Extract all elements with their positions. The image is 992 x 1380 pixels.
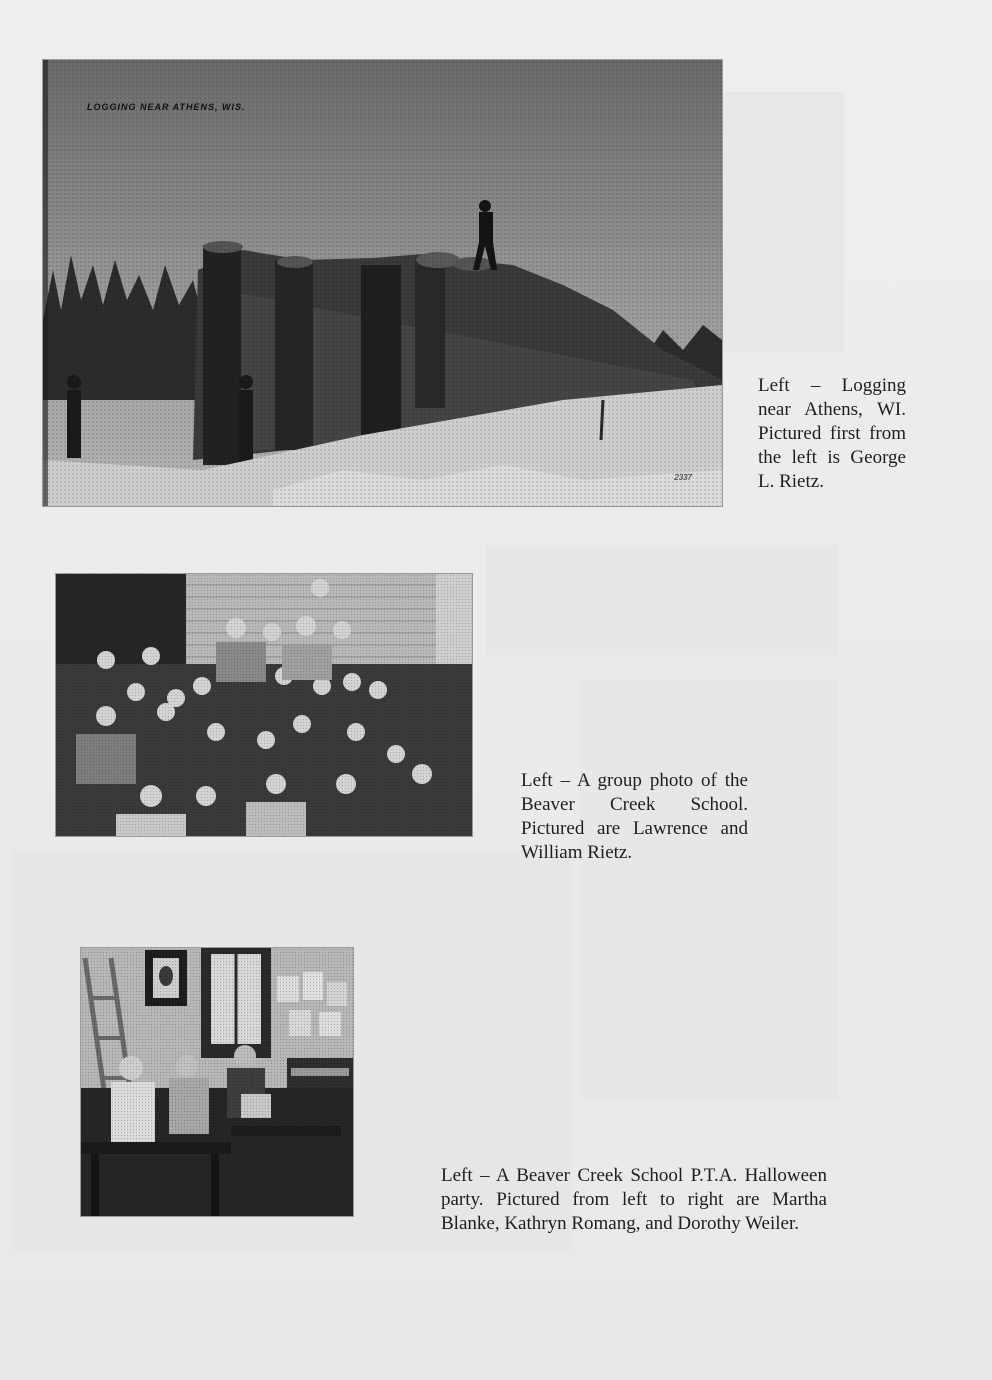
school-group-photo xyxy=(56,574,472,836)
bleed-through-shadow xyxy=(486,545,838,655)
logging-scene-image xyxy=(43,60,722,506)
bleed-through-shadow xyxy=(580,680,838,1100)
logging-caption: Left – Logging near Athens, WI. Pictured first from the left is George L. Rietz. xyxy=(758,375,906,492)
school-group-caption: Left – A group photo of the Beaver Creek School. Pictured are Lawrence and William Rietz. xyxy=(521,770,748,863)
postcard-number: 2337 xyxy=(674,473,692,482)
pta-halloween-caption: Left – A Beaver Creek School P.T.A. Halloween party. Pictured from left to right are Martha Blanke, Kathryn Romang, and Dorothy Weiler. xyxy=(441,1165,827,1234)
bleed-through-shadow xyxy=(722,92,844,352)
postcard-title: LOGGING NEAR ATHENS, WIS. xyxy=(87,102,246,112)
logging-photo xyxy=(43,60,722,506)
school-group-image xyxy=(56,574,472,836)
pta-halloween-image xyxy=(81,948,353,1216)
pta-halloween-photo xyxy=(81,948,353,1216)
